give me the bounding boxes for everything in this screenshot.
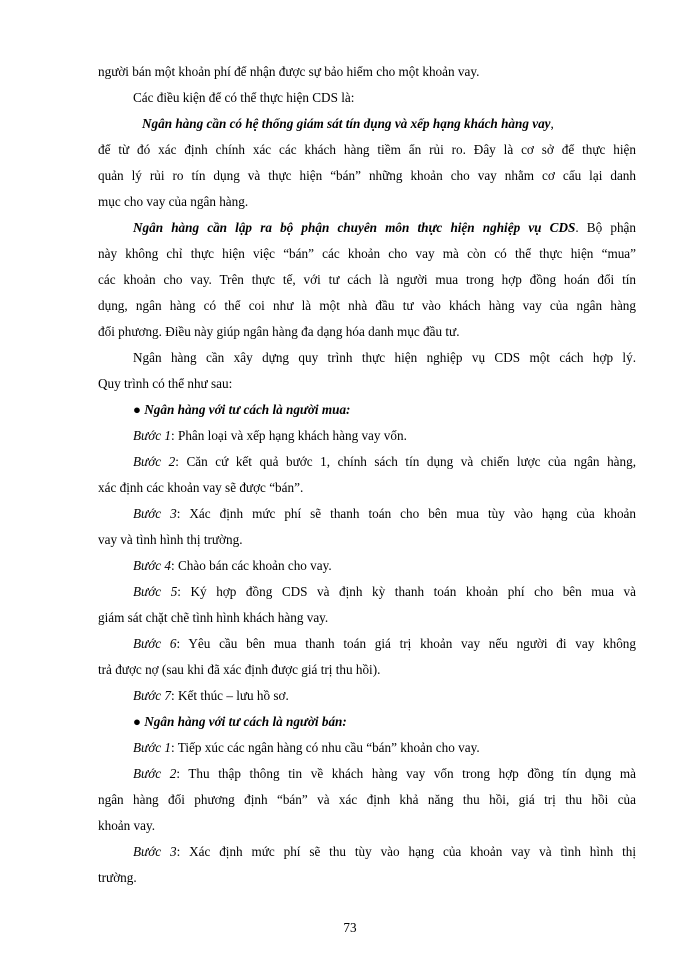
text-line [98,609,636,627]
step-label: Bước 3 [133,506,177,521]
text-span: quản lý rủi ro tín dụng và thực hiện “bán” những khoản cho vay nhằm cơ cấu lại danh [98,168,636,183]
text-span: , [550,116,554,131]
bold-italic-span: ● Ngân hàng với tư cách là người mua: [133,402,351,417]
text-span: : Yêu cầu bên mua thanh toán giá trị khoản vay nếu người đi vay không [176,636,636,651]
step-line [133,739,636,757]
text-line [98,791,636,809]
step-line [133,635,636,653]
heading-condition-2 [133,219,636,237]
text-line [98,271,636,289]
bold-italic-span: Ngân hàng cần có hệ thống giám sát tín dụng và xếp hạng khách hàng vay [142,116,551,131]
text-span: trả được nợ (sau khi đã xác định được giá trị thu hồi). [98,662,381,677]
step-line [133,583,636,601]
step-label: Bước 6 [133,636,177,651]
text-span: : Chào bán các khoản cho vay. [171,558,332,573]
step-label: Bước 3 [133,844,177,859]
step-line [133,505,636,523]
text-line [98,141,636,159]
section-heading-seller [133,713,636,731]
text-span: vay và tình hình thị trường. [98,532,243,547]
step-label: Bước 1 [133,428,172,443]
text-line [98,323,636,341]
text-span: . Bộ phận [575,220,636,235]
step-line [133,427,636,445]
text-span: Ngân hàng cần xây dựng quy trình thực hiện nghiệp vụ CDS một cách hợp lý. [133,350,636,365]
text-line [98,63,636,81]
text-span: : Kết thúc – lưu hồ sơ. [171,688,289,703]
step-label: Bước 4 [133,558,172,573]
text-line [133,349,636,367]
text-line [98,375,636,393]
text-line [133,89,636,107]
step-line [133,843,636,861]
text-span: Quy trình có thể như sau: [98,376,233,391]
bold-italic-span: ● Ngân hàng với tư cách là người bán: [133,714,347,729]
text-span: : Phân loại và xếp hạng khách hàng vay vốn. [171,428,407,443]
text-line [98,661,636,679]
text-span: giám sát chặt chẽ tình hình khách hàng vay. [98,610,329,625]
text-span: ngân hàng đối phương định “bán” và xác định khả năng thu hồi, giá trị thu hồi của [98,792,636,807]
text-span: dụng, ngân hàng có thể coi như là một nhà đầu tư vào khách hàng vay của ngân hàng [98,298,636,313]
text-span: này không chỉ thực hiện việc “bán” các khoản cho vay mà còn có thể thực hiện “mua” [98,246,636,261]
text-span: các khoản cho vay. Trên thực tế, với tư cách là người mua trong hợp đồng hoán đổi tín [98,272,636,287]
step-label: Bước 5 [133,584,178,599]
step-line [133,453,636,471]
step-line [133,687,636,705]
text-span: : Xác định mức phí sẽ thu tùy vào hạng của khoản vay và tình hình thị [176,844,636,859]
step-line [133,557,636,575]
text-span: Các điều kiện để có thể thực hiện CDS là: [133,90,355,105]
text-span: trường. [98,870,137,885]
text-line [98,817,636,835]
page-number: 73 [343,920,357,935]
text-span: người bán một khoản phí để nhận được sự bảo hiểm cho một khoản vay. [98,64,480,79]
section-heading-buyer [133,401,636,419]
text-line [98,479,636,497]
text-span: : Tiếp xúc các ngân hàng có nhu cầu “bán” khoản cho vay. [171,740,480,755]
text-line [98,167,636,185]
step-label: Bước 2 [133,766,177,781]
step-line [133,765,636,783]
step-label: Bước 2 [133,454,176,469]
text-span: : Thu thập thông tin về khách hàng vay vốn trong hợp đồng tín dụng mà [176,766,636,781]
text-line [98,193,636,211]
text-line [98,869,636,887]
text-span: để từ đó xác định chính xác các khách hàng tiềm ẩn rủi ro. Đây là cơ sở để thực hiện [98,142,636,157]
text-line [98,297,636,315]
heading-condition-1 [142,115,636,133]
bold-italic-span: Ngân hàng cần lập ra bộ phận chuyên môn thực hiện nghiệp vụ CDS [133,220,576,235]
text-span: khoản vay. [98,818,156,833]
text-span: mục cho vay của ngân hàng. [98,194,249,209]
text-span: : Căn cứ kết quả bước 1, chính sách tín dụng và chiến lược của ngân hàng, [175,454,636,469]
text-line [98,245,636,263]
text-line [98,531,636,549]
step-label: Bước 1 [133,740,172,755]
text-span: : Xác định mức phí sẽ thanh toán cho bên mua tùy vào hạng của khoản [176,506,636,521]
text-span: : Ký hợp đồng CDS và định kỳ thanh toán khoản phí cho bên mua và [177,584,636,599]
step-label: Bước 7 [133,688,172,703]
text-span: đối phương. Điều này giúp ngân hàng đa dạng hóa danh mục đầu tư. [98,324,460,339]
text-span: xác định các khoản vay sẽ được “bán”. [98,480,304,495]
